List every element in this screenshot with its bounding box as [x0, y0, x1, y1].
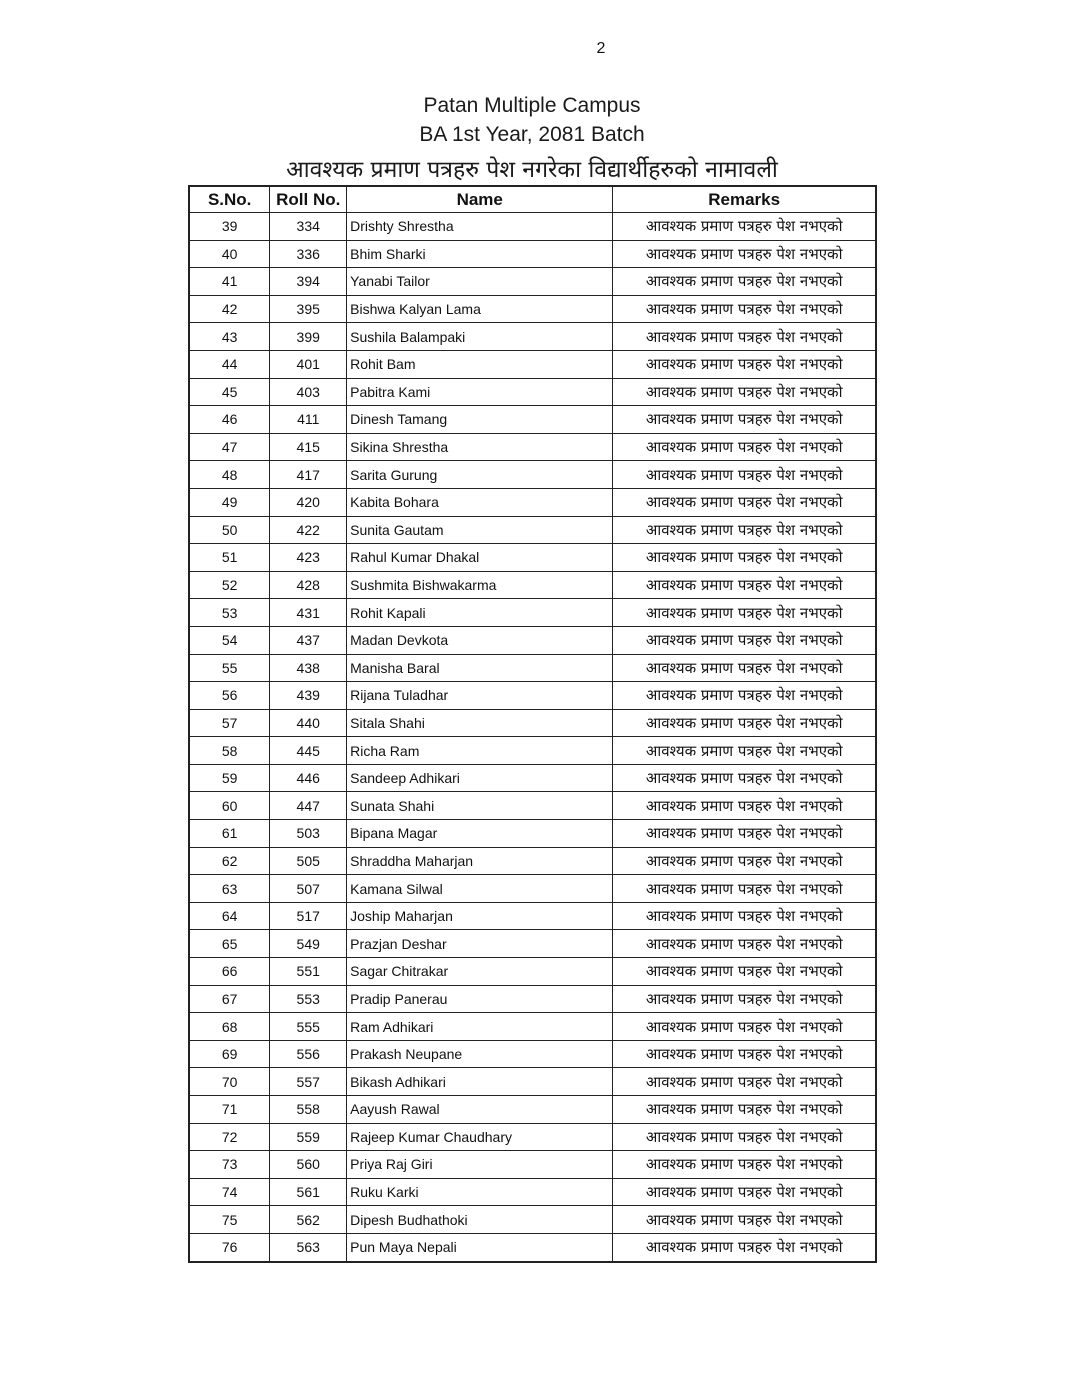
- roll-cell: 403: [270, 378, 347, 406]
- column-header-roll: Roll No.: [270, 186, 347, 213]
- remark-cell: आवश्यक प्रमाण पत्रहरु पेश नभएको: [613, 1206, 876, 1234]
- table-row: [189, 350, 876, 378]
- roll-cell: 559: [270, 1123, 347, 1151]
- table-row: [189, 433, 876, 461]
- table-row: [189, 1013, 876, 1041]
- batch-title: BA 1st Year, 2081 Batch: [419, 123, 645, 146]
- roll-cell: 411: [270, 406, 347, 434]
- sno-cell: 48: [189, 461, 270, 489]
- table-row: [189, 1151, 876, 1179]
- sno-cell: 67: [189, 985, 270, 1013]
- remark-cell: आवश्यक प्रमाण पत्रहरु पेश नभएको: [613, 1123, 876, 1151]
- remark-cell: आवश्यक प्रमाण पत्रहरु पेश नभएको: [613, 626, 876, 654]
- table-row: [189, 1068, 876, 1096]
- sno-cell: 42: [189, 295, 270, 323]
- roll-cell: 401: [270, 350, 347, 378]
- remark-cell: आवश्यक प्रमाण पत्रहरु पेश नभएको: [613, 930, 876, 958]
- name-cell: Sagar Chitrakar: [347, 958, 613, 986]
- institution-title: Patan Multiple Campus: [423, 94, 641, 117]
- sno-cell: 54: [189, 626, 270, 654]
- sno-cell: 60: [189, 792, 270, 820]
- table-row: [189, 1178, 876, 1206]
- remark-cell: आवश्यक प्रमाण पत्रहरु पेश नभएको: [613, 378, 876, 406]
- table-row: [189, 847, 876, 875]
- sno-cell: 44: [189, 350, 270, 378]
- roll-cell: 395: [270, 295, 347, 323]
- name-cell: Sunita Gautam: [347, 516, 613, 544]
- name-cell: Sitala Shahi: [347, 709, 613, 737]
- name-cell: Ram Adhikari: [347, 1013, 613, 1041]
- roll-cell: 562: [270, 1206, 347, 1234]
- sno-cell: 70: [189, 1068, 270, 1096]
- remark-cell: आवश्यक प्रमाण पत्रहरु पेश नभएको: [613, 985, 876, 1013]
- remark-cell: आवश्यक प्रमाण पत्रहरु पेश नभएको: [613, 516, 876, 544]
- name-cell: Dipesh Budhathoki: [347, 1206, 613, 1234]
- remark-cell: आवश्यक प्रमाण पत्रहरु पेश नभएको: [613, 958, 876, 986]
- name-cell: Bipana Magar: [347, 820, 613, 848]
- remark-cell: आवश्यक प्रमाण पत्रहरु पेश नभएको: [613, 847, 876, 875]
- roll-cell: 437: [270, 626, 347, 654]
- roll-cell: 549: [270, 930, 347, 958]
- table-row: [189, 213, 876, 241]
- sno-cell: 39: [189, 213, 270, 241]
- remark-cell: आवश्यक प्रमाण पत्रहरु पेश नभएको: [613, 902, 876, 930]
- name-cell: Sarita Gurung: [347, 461, 613, 489]
- name-cell: Sushmita Bishwakarma: [347, 571, 613, 599]
- roll-cell: 336: [270, 240, 347, 268]
- sno-cell: 69: [189, 1040, 270, 1068]
- sno-cell: 68: [189, 1013, 270, 1041]
- sno-cell: 62: [189, 847, 270, 875]
- remark-cell: आवश्यक प्रमाण पत्रहरु पेश नभएको: [613, 295, 876, 323]
- name-cell: Joship Maharjan: [347, 902, 613, 930]
- table-row: [189, 626, 876, 654]
- roll-cell: 507: [270, 875, 347, 903]
- roll-cell: 446: [270, 764, 347, 792]
- table-row: [189, 516, 876, 544]
- name-cell: Prakash Neupane: [347, 1040, 613, 1068]
- sno-cell: 63: [189, 875, 270, 903]
- table-row: [189, 1206, 876, 1234]
- name-cell: Ruku Karki: [347, 1178, 613, 1206]
- name-cell: Rijana Tuladhar: [347, 682, 613, 710]
- table-row: [189, 1123, 876, 1151]
- table-row: [189, 571, 876, 599]
- name-cell: Bishwa Kalyan Lama: [347, 295, 613, 323]
- remark-cell: आवश्यक प्रमाण पत्रहरु पेश नभएको: [613, 875, 876, 903]
- sno-cell: 47: [189, 433, 270, 461]
- remark-cell: आवश्यक प्रमाण पत्रहरु पेश नभएको: [613, 433, 876, 461]
- roll-cell: 420: [270, 488, 347, 516]
- remark-cell: आवश्यक प्रमाण पत्रहरु पेश नभएको: [613, 571, 876, 599]
- sno-cell: 52: [189, 571, 270, 599]
- roll-cell: 415: [270, 433, 347, 461]
- sno-cell: 75: [189, 1206, 270, 1234]
- roll-cell: 417: [270, 461, 347, 489]
- table-row: [189, 1233, 876, 1261]
- sno-cell: 59: [189, 764, 270, 792]
- roll-cell: 560: [270, 1151, 347, 1179]
- table-row: [189, 599, 876, 627]
- remark-cell: आवश्यक प्रमाण पत्रहरु पेश नभएको: [613, 1013, 876, 1041]
- remark-cell: आवश्यक प्रमाण पत्रहरु पेश नभएको: [613, 406, 876, 434]
- table-row: [189, 1096, 876, 1124]
- name-cell: Shraddha Maharjan: [347, 847, 613, 875]
- name-cell: Pradip Panerau: [347, 985, 613, 1013]
- sno-cell: 56: [189, 682, 270, 710]
- sno-cell: 61: [189, 820, 270, 848]
- name-cell: Rahul Kumar Dhakal: [347, 544, 613, 572]
- sno-cell: 40: [189, 240, 270, 268]
- name-cell: Richa Ram: [347, 737, 613, 765]
- table-row: [189, 295, 876, 323]
- table-row: [189, 488, 876, 516]
- name-cell: Madan Devkota: [347, 626, 613, 654]
- roll-cell: 557: [270, 1068, 347, 1096]
- name-cell: Rohit Kapali: [347, 599, 613, 627]
- roll-cell: 423: [270, 544, 347, 572]
- name-cell: Prazjan Deshar: [347, 930, 613, 958]
- table-row: [189, 406, 876, 434]
- roll-cell: 517: [270, 902, 347, 930]
- name-cell: Sushila Balampaki: [347, 323, 613, 351]
- roll-cell: 551: [270, 958, 347, 986]
- table-row: [189, 875, 876, 903]
- remark-cell: आवश्यक प्रमाण पत्रहरु पेश नभएको: [613, 737, 876, 765]
- name-cell: Sikina Shrestha: [347, 433, 613, 461]
- list-subtitle: आवश्यक प्रमाण पत्रहरु पेश नगरेका विद्यार्थीहरुको नामावली: [286, 157, 778, 183]
- name-cell: Bikash Adhikari: [347, 1068, 613, 1096]
- sno-cell: 73: [189, 1151, 270, 1179]
- remark-cell: आवश्यक प्रमाण पत्रहरु पेश नभएको: [613, 1096, 876, 1124]
- remark-cell: आवश्यक प्रमाण पत्रहरु पेश नभएको: [613, 1233, 876, 1261]
- sno-cell: 65: [189, 930, 270, 958]
- table-row: [189, 240, 876, 268]
- roll-cell: 561: [270, 1178, 347, 1206]
- name-cell: Kabita Bohara: [347, 488, 613, 516]
- remark-cell: आवश्यक प्रमाण पत्रहरु पेश नभएको: [613, 213, 876, 241]
- remark-cell: आवश्यक प्रमाण पत्रहरु पेश नभएको: [613, 1151, 876, 1179]
- roll-cell: 428: [270, 571, 347, 599]
- table-row: [189, 820, 876, 848]
- sno-cell: 53: [189, 599, 270, 627]
- remark-cell: आवश्यक प्रमाण पत्रहरु पेश नभएको: [613, 323, 876, 351]
- sno-cell: 66: [189, 958, 270, 986]
- roll-cell: 556: [270, 1040, 347, 1068]
- table-row: [189, 737, 876, 765]
- sno-cell: 55: [189, 654, 270, 682]
- sno-cell: 76: [189, 1233, 270, 1261]
- sno-cell: 41: [189, 268, 270, 296]
- name-cell: Drishty Shrestha: [347, 213, 613, 241]
- sno-cell: 43: [189, 323, 270, 351]
- remark-cell: आवश्यक प्रमाण पत्रहरु पेश नभएको: [613, 350, 876, 378]
- students-table: [188, 185, 877, 1263]
- roll-cell: 440: [270, 709, 347, 737]
- roll-cell: 553: [270, 985, 347, 1013]
- remark-cell: आवश्यक प्रमाण पत्रहरु पेश नभएको: [613, 461, 876, 489]
- roll-cell: 431: [270, 599, 347, 627]
- remark-cell: आवश्यक प्रमाण पत्रहरु पेश नभएको: [613, 599, 876, 627]
- name-cell: Pun Maya Nepali: [347, 1233, 613, 1261]
- table-row: [189, 461, 876, 489]
- table-row: [189, 654, 876, 682]
- roll-cell: 447: [270, 792, 347, 820]
- sno-cell: 45: [189, 378, 270, 406]
- table-row: [189, 709, 876, 737]
- table-row: [189, 792, 876, 820]
- table-row: [189, 764, 876, 792]
- sno-cell: 58: [189, 737, 270, 765]
- remark-cell: आवश्यक प्रमाण पत्रहरु पेश नभएको: [613, 709, 876, 737]
- name-cell: Sunata Shahi: [347, 792, 613, 820]
- roll-cell: 399: [270, 323, 347, 351]
- roll-cell: 558: [270, 1096, 347, 1124]
- table-row: [189, 930, 876, 958]
- roll-cell: 394: [270, 268, 347, 296]
- table-row: [189, 268, 876, 296]
- name-cell: Aayush Rawal: [347, 1096, 613, 1124]
- sno-cell: 46: [189, 406, 270, 434]
- remark-cell: आवश्यक प्रमाण पत्रहरु पेश नभएको: [613, 268, 876, 296]
- roll-cell: 563: [270, 1233, 347, 1261]
- table-header-row: [189, 186, 876, 213]
- remark-cell: आवश्यक प्रमाण पत्रहरु पेश नभएको: [613, 682, 876, 710]
- column-header-remarks: Remarks: [613, 186, 876, 213]
- name-cell: Rohit Bam: [347, 350, 613, 378]
- table-row: [189, 544, 876, 572]
- remark-cell: आवश्यक प्रमाण पत्रहरु पेश नभएको: [613, 544, 876, 572]
- roll-cell: 439: [270, 682, 347, 710]
- sno-cell: 50: [189, 516, 270, 544]
- column-header-sno: S.No.: [189, 186, 270, 213]
- remark-cell: आवश्यक प्रमाण पत्रहरु पेश नभएको: [613, 240, 876, 268]
- remark-cell: आवश्यक प्रमाण पत्रहरु पेश नभएको: [613, 820, 876, 848]
- sno-cell: 57: [189, 709, 270, 737]
- sno-cell: 49: [189, 488, 270, 516]
- name-cell: Sandeep Adhikari: [347, 764, 613, 792]
- roll-cell: 334: [270, 213, 347, 241]
- remark-cell: आवश्यक प्रमाण पत्रहरु पेश नभएको: [613, 764, 876, 792]
- sno-cell: 74: [189, 1178, 270, 1206]
- table-row: [189, 958, 876, 986]
- name-cell: Manisha Baral: [347, 654, 613, 682]
- remark-cell: आवश्यक प्रमाण पत्रहरु पेश नभएको: [613, 488, 876, 516]
- remark-cell: आवश्यक प्रमाण पत्रहरु पेश नभएको: [613, 1040, 876, 1068]
- roll-cell: 503: [270, 820, 347, 848]
- sno-cell: 71: [189, 1096, 270, 1124]
- remark-cell: आवश्यक प्रमाण पत्रहरु पेश नभएको: [613, 792, 876, 820]
- sno-cell: 64: [189, 902, 270, 930]
- table-row: [189, 902, 876, 930]
- name-cell: Kamana Silwal: [347, 875, 613, 903]
- roll-cell: 445: [270, 737, 347, 765]
- table-body: [189, 213, 876, 1262]
- remark-cell: आवश्यक प्रमाण पत्रहरु पेश नभएको: [613, 1178, 876, 1206]
- column-header-name: Name: [347, 186, 613, 213]
- sno-cell: 72: [189, 1123, 270, 1151]
- roll-cell: 555: [270, 1013, 347, 1041]
- name-cell: Priya Raj Giri: [347, 1151, 613, 1179]
- remark-cell: आवश्यक प्रमाण पत्रहरु पेश नभएको: [613, 1068, 876, 1096]
- sno-cell: 51: [189, 544, 270, 572]
- table-row: [189, 682, 876, 710]
- page-number: 2: [596, 40, 606, 57]
- table-row: [189, 985, 876, 1013]
- name-cell: Dinesh Tamang: [347, 406, 613, 434]
- roll-cell: 438: [270, 654, 347, 682]
- table-row: [189, 1040, 876, 1068]
- name-cell: Bhim Sharki: [347, 240, 613, 268]
- roll-cell: 422: [270, 516, 347, 544]
- table-row: [189, 323, 876, 351]
- name-cell: Yanabi Tailor: [347, 268, 613, 296]
- table-row: [189, 378, 876, 406]
- name-cell: Rajeep Kumar Chaudhary: [347, 1123, 613, 1151]
- name-cell: Pabitra Kami: [347, 378, 613, 406]
- roll-cell: 505: [270, 847, 347, 875]
- remark-cell: आवश्यक प्रमाण पत्रहरु पेश नभएको: [613, 654, 876, 682]
